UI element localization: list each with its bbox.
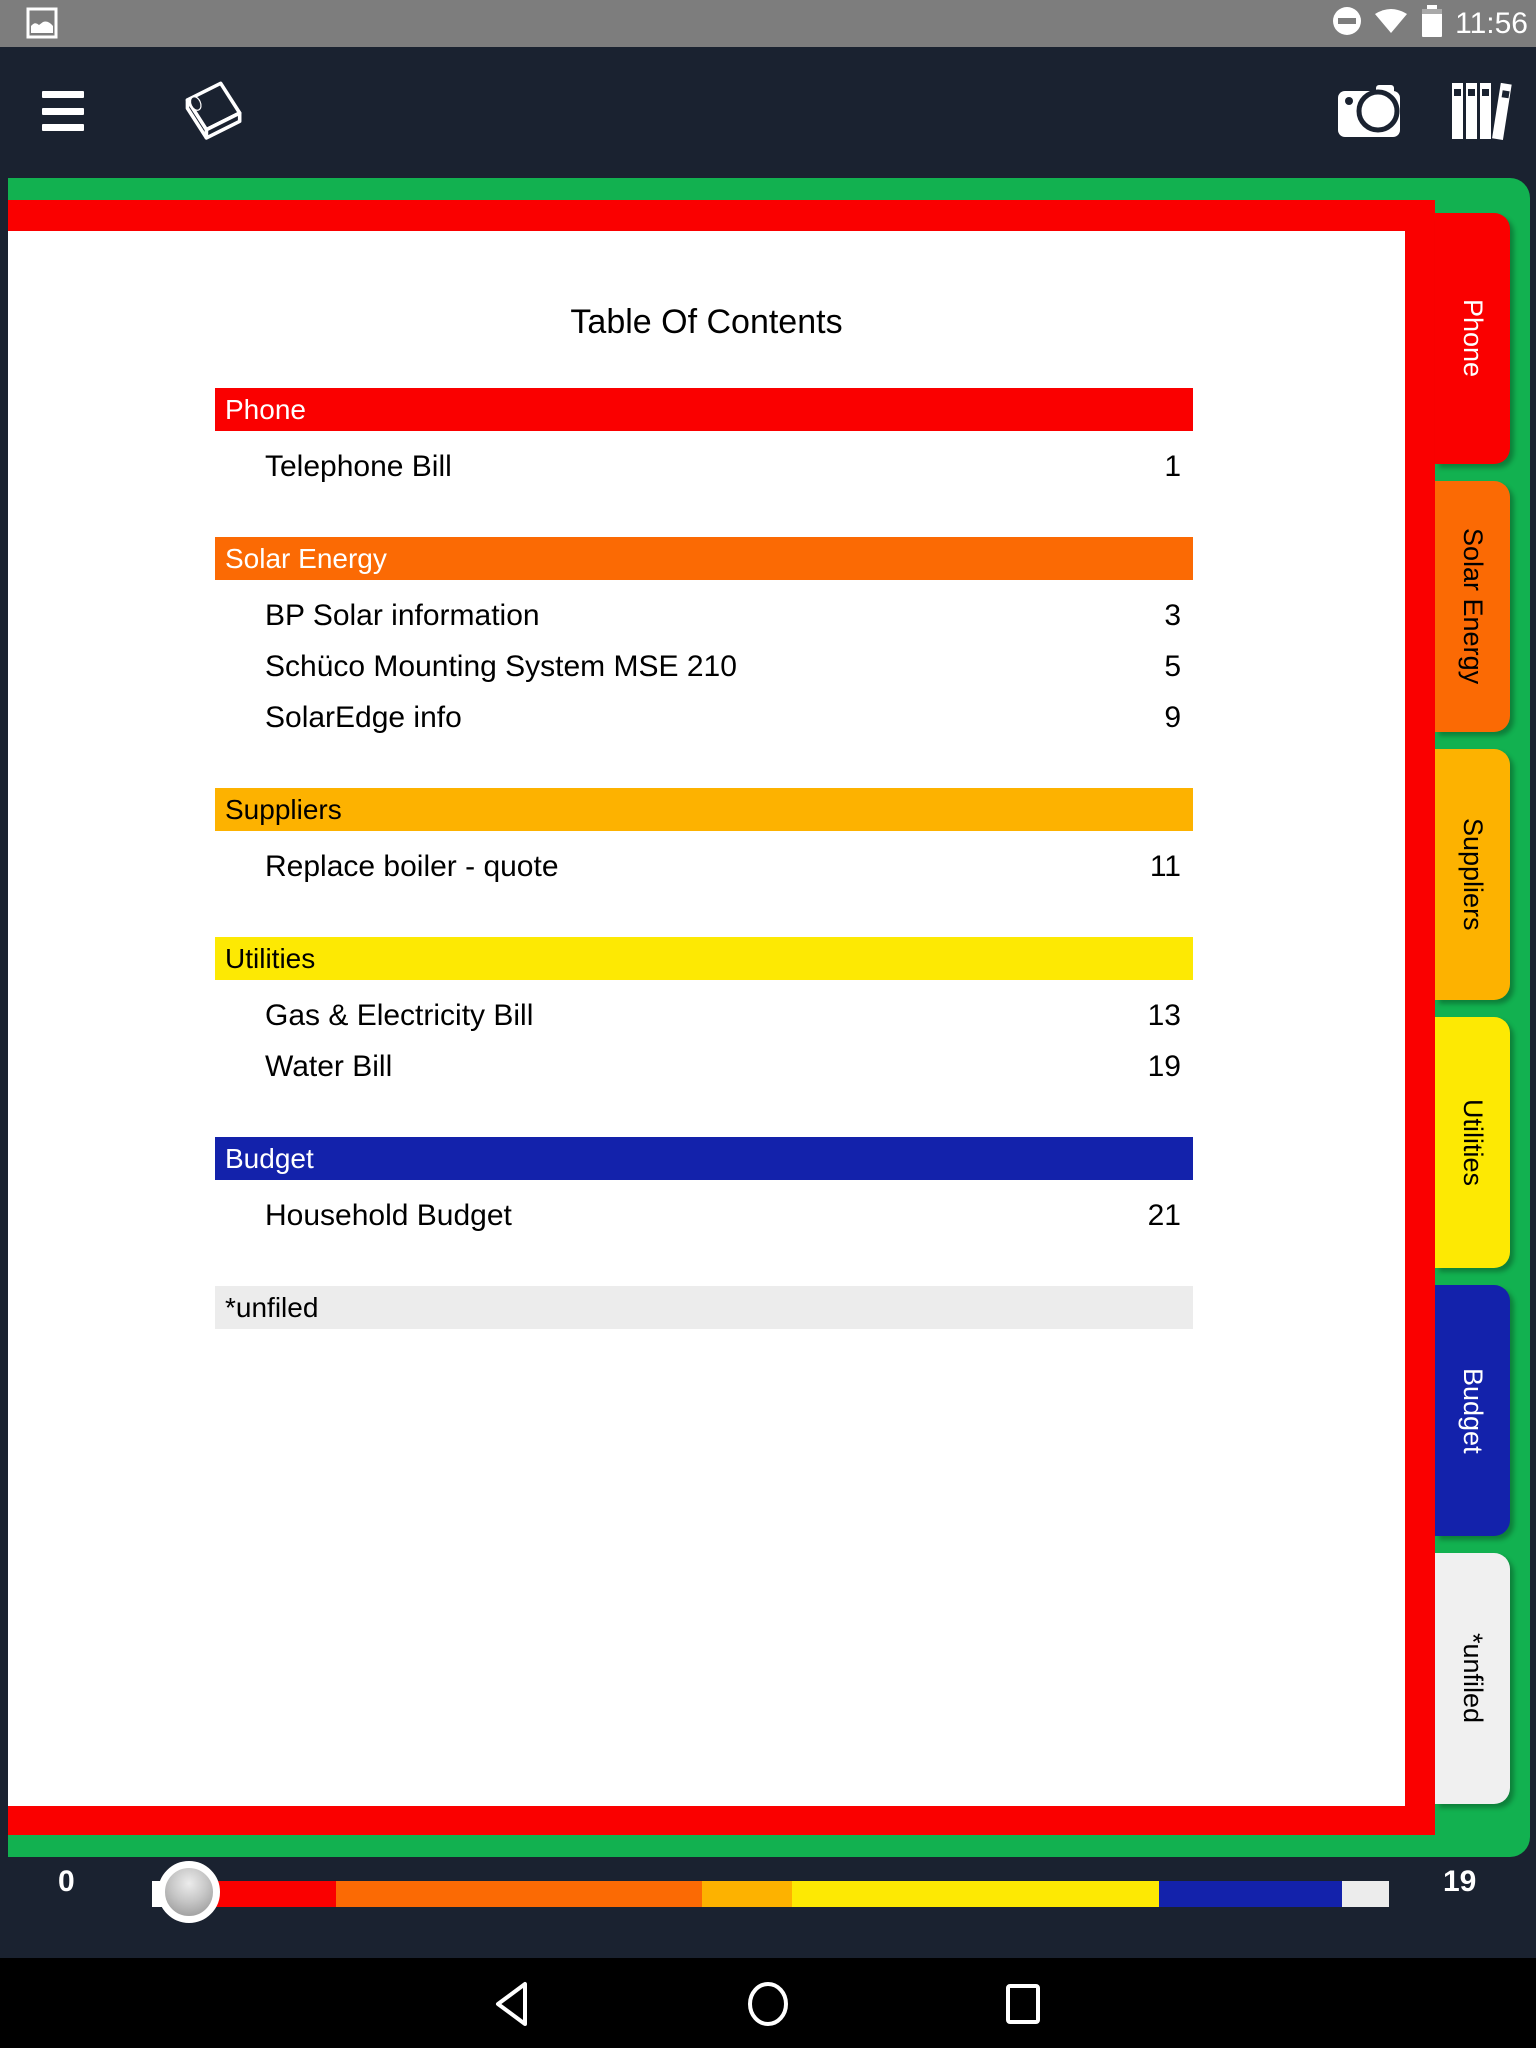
entry-page-number: 19 — [1147, 1049, 1181, 1083]
slider-max-label: 19 — [1443, 1865, 1477, 1898]
entry-label: Replace boiler - quote — [265, 849, 559, 883]
slider-min-label: 0 — [58, 1865, 75, 1898]
section-header[interactable]: Phone — [215, 388, 1193, 431]
binder-tab-utilities[interactable] — [1435, 1017, 1510, 1268]
slider-segment — [209, 1881, 336, 1907]
toc-body — [215, 388, 1193, 1329]
toc-entry[interactable] — [215, 1190, 1193, 1241]
menu-button[interactable] — [42, 91, 84, 131]
section-entries — [215, 590, 1193, 743]
toc-entry[interactable] — [215, 641, 1193, 692]
slider-segment — [336, 1881, 702, 1907]
battery-icon — [1419, 3, 1445, 44]
entry-page-number: 13 — [1147, 998, 1181, 1032]
page-slider-track[interactable] — [152, 1881, 1389, 1907]
section-header[interactable]: Suppliers — [215, 788, 1193, 831]
entry-page-number: 21 — [1147, 1198, 1181, 1232]
entry-label: Schüco Mounting System MSE 210 — [265, 649, 737, 683]
slider-segment — [792, 1881, 1159, 1907]
tab-label: *unfiled — [1458, 1633, 1488, 1724]
toc-entry[interactable] — [215, 1041, 1193, 1092]
page-title: Table Of Contents — [570, 303, 843, 341]
binder-tab-suppliers[interactable] — [1435, 749, 1510, 1000]
tab-label: Phone — [1458, 299, 1488, 378]
toc-section — [215, 1137, 1193, 1241]
section-header[interactable]: Utilities — [215, 937, 1193, 980]
camera-button[interactable] — [1336, 83, 1404, 146]
entry-page-number: 3 — [1164, 598, 1181, 632]
binders-library-button[interactable] — [1452, 79, 1514, 148]
binder-tab-phone[interactable] — [1435, 213, 1510, 464]
home-button[interactable] — [746, 1981, 790, 2032]
image-notification-icon — [26, 7, 58, 44]
wifi-icon — [1373, 5, 1409, 42]
section-header[interactable]: *unfiled — [215, 1286, 1193, 1329]
binder-tab-budget[interactable] — [1435, 1285, 1510, 1536]
entry-label: Household Budget — [265, 1198, 512, 1232]
tab-label: Utilities — [1458, 1098, 1488, 1186]
section-header[interactable]: Budget — [215, 1137, 1193, 1180]
recents-button[interactable] — [1004, 1983, 1046, 2030]
toc-entry[interactable] — [215, 841, 1193, 892]
section-entries — [215, 841, 1193, 892]
toc-section — [215, 388, 1193, 492]
section-entries — [215, 441, 1193, 492]
tab-label: Solar Energy — [1458, 528, 1488, 685]
entry-page-number: 9 — [1164, 700, 1181, 734]
status-bar — [0, 0, 1536, 47]
entry-label: Gas & Electricity Bill — [265, 998, 534, 1032]
slider-segment — [1342, 1881, 1389, 1907]
slider-segment — [1159, 1881, 1342, 1907]
android-nav-bar — [0, 1958, 1536, 2048]
entry-page-number: 11 — [1149, 849, 1181, 883]
toc-section — [215, 1286, 1193, 1329]
entry-label: Water Bill — [265, 1049, 393, 1083]
section-entries — [215, 1190, 1193, 1241]
do-not-disturb-icon — [1331, 5, 1363, 42]
binder-tab-unfiled[interactable] — [1435, 1553, 1510, 1804]
binder-tab-solar-energy[interactable] — [1435, 481, 1510, 732]
tab-label: Budget — [1458, 1367, 1488, 1454]
toc-section — [215, 788, 1193, 892]
entry-page-number: 5 — [1164, 649, 1181, 683]
clock: 11:56 — [1455, 6, 1528, 40]
binder — [8, 178, 1530, 1857]
section-entries — [215, 990, 1193, 1092]
entry-label: Telephone Bill — [265, 449, 452, 483]
toc-section — [215, 537, 1193, 743]
page-slider — [0, 1857, 1536, 1958]
toc-entry[interactable] — [215, 692, 1193, 743]
page-slider-thumb[interactable] — [158, 1861, 220, 1923]
toc-section — [215, 937, 1193, 1092]
toc-entry[interactable] — [215, 590, 1193, 641]
toc-entry[interactable] — [215, 441, 1193, 492]
toc-page — [8, 231, 1405, 1806]
back-button[interactable] — [493, 1981, 531, 2032]
section-header[interactable]: Solar Energy — [215, 537, 1193, 580]
entry-label: BP Solar information — [265, 598, 540, 632]
entry-label: SolarEdge info — [265, 700, 462, 734]
tab-label: Suppliers — [1458, 818, 1488, 931]
toc-entry[interactable] — [215, 990, 1193, 1041]
entry-page-number: 1 — [1164, 449, 1181, 483]
slider-segment — [702, 1881, 792, 1907]
notebook-icon[interactable] — [172, 75, 248, 156]
app-toolbar — [0, 47, 1536, 175]
